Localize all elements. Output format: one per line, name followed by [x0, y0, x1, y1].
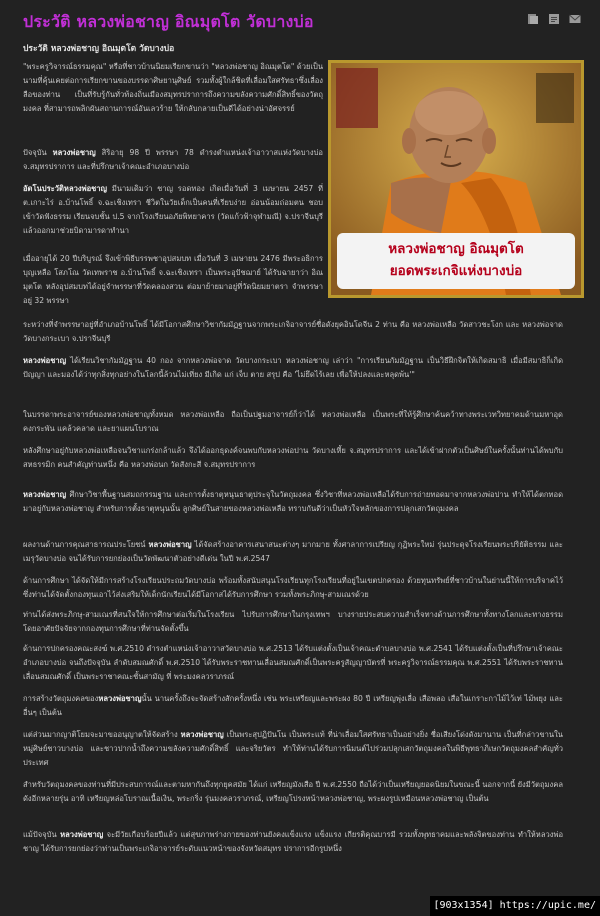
bold-keyword: อัตโนประวัติหลวงพ่อชาญ: [23, 184, 108, 193]
photo-caption-line2: ยอดพระเกจิแห่งบางบ่อ: [389, 263, 523, 279]
photo-caption: [337, 233, 575, 289]
paragraph: สำหรับวัตถุมงคลของท่านที่มีประสบการณ์และตามหากันถึงทุกยุคสมัย ได้แก่ เหรียญมังเสือ ปี พ.ศ.2550 ถือได้ว่าเป็นเหรียญยอดนิยมในขณะนี้ นอกจากนี้ ยังมีวัตถุมงคลดังอีกหลายรุ่น อาทิ เหรียญหล่อโบราณเนื้อเงิน, พระกริ่ง รุ่นมงคลวราภรณ์, เหรียญโปรงหน้าหลวงพ่อชาญ, พระผงรูปเหมือนหลวงพ่อชาญ เป็นต้น: [23, 780, 563, 803]
paragraph: หลวงพ่อชาญ ศึกษาวิชาพื้นฐานสมถกรรมฐาน และการตั้งธาตุหนุนธาตุประจุในวัตถุมงคล ซึ่งวิชาที่หลวงพ่อเหลือได้รับการถ่ายทอดมาจากหลวงพ่อปาน ทำให้ได้ตกทอดมาอยู่กับหลวงพ่อชาญ สำหรับการตั้งธาตุหนุนนั้น ลูกศิษย์ในสายของหลวงพ่อเหลือ ทราบกันดีว่าเป็นหัวใจหลักของการปลุกเสกวัตถุมงคล: [23, 490, 563, 513]
paragraph: ปัจจุบัน หลวงพ่อชาญ สิริอายุ 98 ปี พรรษา 78 ดำรงตำแหน่งเจ้าอาวาสแห่งวัดบางบ่อ จ.สมุทรปราการ และที่ปรึกษาเจ้าคณะอำเภอบางบ่อ: [23, 148, 323, 171]
bold-keyword: หลวงพ่อชาญ: [98, 694, 142, 703]
print-icon[interactable]: [527, 13, 539, 25]
paragraph: ผลงานด้านการคุณสาธารณประโยชน์ หลวงพ่อชาญ ได้จัดสร้างอาคารเสนาสนะต่างๆ มากมาย ทั้งศาลาการเปรียญ กุฏิพระใหม่ รุ่นประดุจโรงเรียนพระปริยัติธรรม และเมรุวัดบางบ่อ จนได้รับการยกย่องเป็นวัดพัฒนาตัวอย่างดีเด่น ในปี พ.ศ.2547: [23, 540, 564, 563]
article-subtitle: ประวัติ หลวงพ่อชาญ อิณมุตโต วัดบางบ่อ: [23, 44, 175, 54]
paragraph: เมื่ออายุได้ 20 ปีบริบูรณ์ จึงเข้าพิธีบรรพชาอุปสมบท เมื่อวันที่ 3 เมษายน 2476 มีพระอธิการบุญเหลือ โสภโณ วัดเทพราช อ.บ้านโพธิ์ จ.ฉะเชิงเทรา เป็นพระอุปัชฌาย์ ได้รับฉายาว่า อิณมุตโต หลังอุปสมบทได้อยู่จำพรรษาที่วัดคลองสวน ต่อมาย้ายมาอยู่ที่วัดนิยมยาตรา จำพรรษาอยู่ 32 พรรษา: [23, 254, 323, 305]
bold-keyword: หลวงพ่อชาญ: [180, 730, 224, 739]
paragraph: หลังศึกษาอยู่กับหลวงพ่อเหลือจนวิชาแกร่งกล้าแล้ว จึงได้ออกธุดงค์จนพบกับหลวงพ่อปาน วัดบางเหี้ย จ.สมุทรปราการ และได้เข้าฝากตัวเป็นศิษย์ในครั้งนั้นท่านได้พบกับสหธรรมิก คนสำคัญท่านหนึ่ง คือ หลวงพ่อนก วัดสังกะสี จ.สมุทรปราการ: [23, 446, 563, 469]
article-actions: [527, 13, 581, 25]
article-header: [23, 8, 583, 36]
bold-keyword: หลวงพ่อชาญ: [60, 830, 104, 839]
paragraph: ด้านการปกครองคณะสงฆ์ พ.ศ.2510 ดำรงตำแหน่งเจ้าอาวาสวัดบางบ่อ พ.ศ.2513 ได้รับแต่งตั้งเป็นเจ้าคณะตำบลบางบ่อ พ.ศ.2541 ได้รับแต่งตั้งเป็นที่ปรึกษาเจ้าคณะอำเภอบางบ่อ จนถึงปัจจุบัน ลำดับสมณศักดิ์ พ.ศ.2510 ได้รับพระราชทานเลื่อนสมณศักดิ์เป็นพระครูสัญญาบัตรที่ พระครูวิจารณ์ธรรมคุณ พ.ศ.2551 ได้รับพระราชทานเลื่อนสมณศักดิ์ เป็นพระราชาคณะชั้นสามัญ ที่ พระมงคลวราภรณ์: [23, 644, 563, 681]
monk-photo: [328, 60, 584, 298]
paragraph: ด้านการศึกษา ได้จัดให้มีการสร้างโรงเรียนประถมวัดบางบ่อ พร้อมทั้งสนับสนุนโรงเรียนทุกโรงเรียนที่อยู่ในเขตปกครอง ด้วยทุนทรัพย์ที่ชาวบ้านในย่านนี้ให้การบริจาคไว้ ซึ่งท่านได้จัดตั้งกองทุนเอาไว้ส่งเสริมให้เด็กนักเรียนได้มีโอกาสได้รับการศึกษา รวมทั้งพระภิกษุ-สามเณรด้วย: [23, 576, 563, 599]
paragraph: แม้ปัจจุบัน หลวงพ่อชาญ จะมีวัยเกือบร้อยปีแล้ว แต่สุขภาพร่างกายของท่านยังคงแข็งแรง แข็งแรง เกียรติคุณบารมี รวมทั้งพุทธาคมและพลังจิตของท่าน ทำให้หลวงพ่อชาญ ได้รับการยกย่องว่าท่านเป็นพระเกจิอาจารย์ระดับแนวหน้าของจังหวัดสมุทร ปราการอีกรูปหนึ่ง: [23, 830, 564, 853]
bold-keyword: หลวงพ่อชาญ: [23, 356, 67, 365]
bold-keyword: หลวงพ่อชาญ: [148, 540, 192, 549]
paragraph: อัตโนประวัติหลวงพ่อชาญ มีนามเดิมว่า ชาญ รอดทอง เกิดเมื่อวันที่ 3 เมษายน 2457 ที่ ต.เกาะไร่ อ.บ้านโพธิ์ จ.ฉะเชิงเทรา ชีวิตในวัยเด็กเป็นคนที่เรียบง่าย อ่อนน้อมถ่อมตน ชอบเข้าวัดฟังธรรม เรียนจบชั้น ป.5 จากโรงเรียนอภัยพิทยาคาร (วัดแก้วฟ้าจุฬามณี) จ.ปราจีนบุรี แล้วออกมาช่วยบิดามารดาทำนา: [23, 184, 323, 235]
paragraph: ระหว่างที่จำพรรษาอยู่ที่อำเภอบ้านโพธิ์ ได้มีโอกาสศึกษาวิชากัมมัฏฐานจากพระเกจิอาจารย์ชื่อดังยุคอินโดจีน 2 ท่าน คือ หลวงพ่อเหลือ วัดสาวชะโงก และ หลวงพ่อจาด วัดบางกระเบา จ.ปราจีนบุรี: [23, 320, 563, 343]
paragraph: หลวงพ่อชาญ ได้เรียนวิชากัมมัฏฐาน 40 กอง จากหลวงพ่อจาด วัดบางกระเบา หลวงพ่อชาญ เล่าว่า "การเรียนกัมมัฏฐาน เป็นวิธีฝึกจิตให้เกิดสมาธิ เมื่อมีสมาธิก็เกิดปัญญา และมองได้ว่าทุกสิ่งทุกอย่างในโลกนี้ล้วนไม่เที่ยง มีเกิด แก่ เจ็บ ตาย สรุป คือ 'ไม่ยึดไร้เลย เพื่อให้ปลงและหลุดพ้น'": [23, 356, 563, 379]
paragraph: "พระครูวิจารณ์ธรรมคุณ" หรือที่ชาวบ้านนิยมเรียกขานว่า "หลวงพ่อชาญ อิณมุตโต" ด้วยเป็นนามที่คุ้นเคยต่อการเรียกขานของบรรดาศิษยานุศิษย์ รวมทั้งผู้ใกล้ชิดที่เลื่อมใสศรัทธาซึ่งเลื่องลือของท่าน เป็นที่รับรู้กันทั่วท้องถิ่นเมืองสมุทรปราการถึงความขลังความศักดิ์สิทธิ์ของวัตถุมงคล ที่สามารถพลิกผันสถานการณ์อันเลวร้าย ให้กลับกลายเป็นดีได้อย่างน่าอัศจรรย์: [23, 62, 324, 113]
email-icon[interactable]: [569, 13, 581, 25]
paragraph: แต่ส่วนมากญาติโยมจะมาขออนุญาตให้จัดสร้าง หลวงพ่อชาญ เป็นพระสุปฏิปันโน เป็นพระแท้ ที่น่าเลื่อมใสศรัทธาเป็นอย่างยิ่ง ชื่อเสียงโด่งดังมานาน เป็นที่กล่าวขานในหมู่ศิษย์ชาวบางบ่อ และชาวปากน้ำถึงความขลังความศักดิ์สิทธิ์ และจริยวัตร ทำให้ท่านได้รับการนิมนต์ไปร่วมปลุกเสกวัตถุมงคลในพิธีพุทธาภิเษกวัตถุมงคลสำคัญทั่วประเทศ: [23, 730, 563, 767]
bold-keyword: หลวงพ่อชาญ: [52, 148, 96, 157]
paragraph: ในบรรดาพระอาจารย์ของหลวงพ่อชาญทั้งหมด หลวงพ่อเหลือ ถือเป็นปฐมอาจารย์ก็ว่าได้ หลวงพ่อเหลือ เป็นพระที่ให้รู้ศึกษาค้นคว้าทางพระเวทวิทยาคมด้านมหาอุด คงกระพัน แคล้วคลาด และยาแผนโบราณ: [23, 410, 563, 433]
photo-caption-line1: หลวงพ่อชาญ อิณมุตโต: [388, 241, 524, 257]
article-title: ประวัติ หลวงพ่อชาญ อิณมุตโต วัดบางบ่อ: [23, 12, 314, 31]
image-size-watermark: [903x1354] https://upic.me/: [430, 896, 600, 916]
bold-keyword: หลวงพ่อชาญ: [23, 490, 67, 499]
paragraph: การสร้างวัตถุมงคลของหลวงพ่อชาญนั้น นานครั้งถึงจะจัดสร้างสักครั้งหนึ่ง เช่น พระเหรียญและพระผง 80 ปี เหรียญพุ่งเลื่อ เสือพลอ เสือในเกราะกาไม้ไว้เท่ ไม้พยุง และอื่นๆ เป็นต้น: [23, 694, 563, 717]
pdf-icon[interactable]: [548, 13, 560, 25]
paragraph: ท่านได้ส่งพระภิกษุ-สามเณรที่สนใจให้การศึกษาต่อเริ่มในโรงเรียน ไปรับการศึกษาในกรุงเทพฯ บางรายประสบความสำเร็จทางด้านการศึกษาทั้งทางโลกและทางธรรม โดยอาศัยปัจจัยจากกองทุนการศึกษาที่ท่านจัดตั้งขึ้น: [23, 610, 563, 633]
